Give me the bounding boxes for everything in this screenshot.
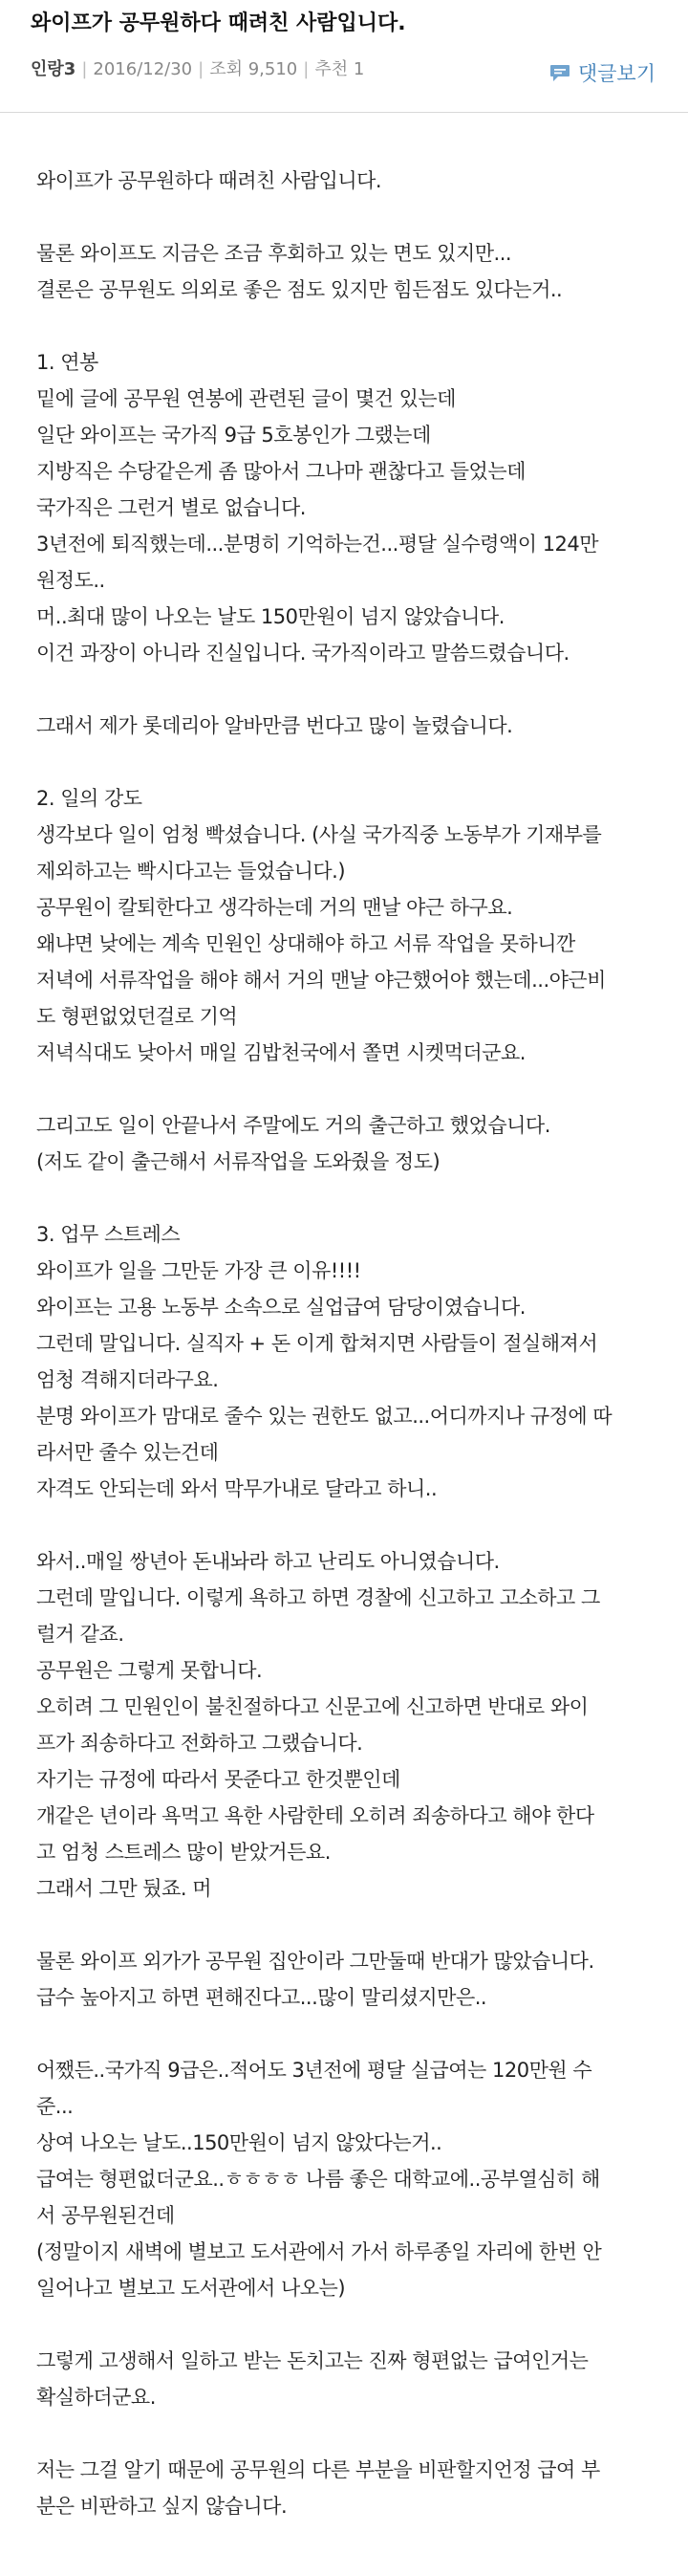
body-text-line: 3년전에 퇴직했는데...분명히 기억하는건...평달 실수령액이 124만 — [36, 533, 599, 556]
body-text-line: 확실하더군요. — [36, 2386, 156, 2409]
body-text-line: 그런데 말입니다. 이렇게 욕하고 하면 경찰에 신고하고 고소하고 그 — [36, 1586, 600, 1609]
body-text-line: 와이프는 고용 노동부 소속으로 실업급여 담당이였습니다. — [36, 1296, 526, 1319]
body-text-line: 원정도.. — [36, 569, 105, 592]
body-text-line: 결론은 공무원도 의외로 좋은 점도 있지만 힘든점도 있다는거.. — [36, 278, 563, 301]
body-text-line: 오히려 그 민원인이 불친절하다고 신문고에 신고하면 반대로 와이 — [36, 1695, 589, 1718]
body-text-line: 그리고도 일이 안끝나서 주말에도 거의 출근하고 했었습니다. — [36, 1114, 550, 1137]
body-text-line: 1. 연봉 — [36, 351, 98, 374]
meta-separator: | — [81, 59, 88, 79]
speech-bubble-icon — [549, 64, 570, 83]
meta-separator: | — [198, 59, 204, 79]
body-text-line: 저는 그걸 알기 때문에 공무원의 다른 부분을 비판할지언정 급여 부 — [36, 2458, 600, 2481]
body-text-line: 도 형편없었던걸로 기억 — [36, 1005, 238, 1028]
body-text-line: 제외하고는 빡시다고는 들었습니다.) — [36, 860, 346, 883]
body-text-line: 서 공무원된건데 — [36, 2204, 175, 2227]
body-text-line: 국가직은 그런거 별로 없습니다. — [36, 496, 306, 519]
post-title: 와이프가 공무원하다 때려친 사람입니다. — [31, 11, 406, 35]
blank-line — [36, 2415, 657, 2452]
body-text-line: 와이프가 일을 그만둔 가장 큰 이유!!!! — [36, 1259, 361, 1282]
blank-line — [36, 671, 657, 708]
blank-line — [36, 2016, 657, 2052]
body-text-line: 와이프가 공무원하다 때려친 사람입니다. — [36, 169, 382, 192]
body-text-line: 라서만 줄수 있는건데 — [36, 1441, 219, 1464]
body-text-line: 럴거 같죠. — [36, 1623, 124, 1646]
body-text-line: 분은 비판하고 싶지 않습니다. — [36, 2495, 288, 2518]
body-text-line: 왜냐면 낮에는 계속 민원인 상대해야 하고 서류 작업을 못하니깐 — [36, 932, 575, 955]
blank-line — [36, 2306, 657, 2343]
blank-line — [36, 308, 657, 344]
blank-line — [36, 199, 657, 235]
body-text-line: 개같은 년이라 욕먹고 욕한 사람한테 오히려 죄송하다고 해야 한다 — [36, 1804, 594, 1827]
view-comments-label: 댓글보기 — [577, 62, 656, 85]
body-text-line: (정말이지 새벽에 별보고 도서관에서 가서 하루종일 자리에 한번 안 — [36, 2240, 602, 2263]
author-name[interactable]: 인랑3 — [31, 59, 76, 79]
blank-line — [36, 744, 657, 780]
body-text-line: 그렇게 고생해서 일하고 받는 돈치고는 진짜 형편없는 급여인거는 — [36, 2349, 589, 2372]
body-text-line: 저녁식대도 낮아서 매일 김밥천국에서 쫄면 시켓먹더군요. — [36, 1041, 526, 1064]
blank-line — [36, 1507, 657, 1543]
body-text-line: 상여 나오는 날도..150만원이 넘지 않았다는거.. — [36, 2131, 442, 2154]
body-text-line: 엄청 격해지더라구요. — [36, 1368, 219, 1391]
body-text-line: 이건 과장이 아니라 진실입니다. 국가직이라고 말씀드렸습니다. — [36, 642, 570, 665]
body-text-line: 어쨌든..국가직 9급은..적어도 3년전에 평달 실급여는 120만원 수 — [36, 2059, 592, 2082]
body-text-line: 일어나고 별보고 도서관에서 나오는) — [36, 2277, 346, 2300]
body-text-line: 분명 와이프가 맘대로 줄수 있는 권한도 없고...어디까지나 규정에 따 — [36, 1405, 613, 1428]
body-text-line: 그래서 그만 뒀죠. 머 — [36, 1877, 211, 1900]
body-text-line: 급여는 형편없더군요..ㅎㅎㅎㅎ 나름 좋은 대학교에..공부열심히 해 — [36, 2168, 600, 2191]
blank-line — [36, 1907, 657, 1943]
blank-line — [36, 1180, 657, 1216]
view-comments-button[interactable] — [549, 61, 656, 86]
post-meta — [31, 57, 364, 82]
view-count: 조회 9,510 — [209, 59, 298, 79]
body-text-line: 저녁에 서류작업을 해야 해서 거의 맨날 야근했어야 했는데...야근비 — [36, 969, 606, 992]
meta-separator: | — [303, 59, 310, 79]
body-text-line: 일단 와이프는 국가직 9급 5호봉인가 그랬는데 — [36, 424, 431, 447]
body-text-line: 물론 와이프도 지금은 조금 후회하고 있는 면도 있지만... — [36, 242, 512, 265]
body-text-line: 그래서 제가 롯데리아 알바만큼 번다고 많이 놀렸습니다. — [36, 714, 513, 737]
body-text-line: (저도 같이 출근해서 서류작업을 도와줬을 정도) — [36, 1150, 441, 1173]
body-text-line: 밑에 글에 공무원 연봉에 관련된 글이 몇건 있는데 — [36, 387, 456, 410]
body-text-line: 2. 일의 강도 — [36, 787, 142, 810]
body-text-line: 지방직은 수당같은게 좀 많아서 그나마 괜찮다고 들었는데 — [36, 460, 526, 483]
body-text-line: 물론 와이프 외가가 공무원 집안이라 그만둘때 반대가 많았습니다. — [36, 1950, 594, 1973]
body-text-line: 3. 업무 스트레스 — [36, 1223, 181, 1246]
post-date: 2016/12/30 — [93, 59, 193, 79]
body-text-line: 공무원은 그렇게 못합니다. — [36, 1659, 263, 1682]
body-text-line: 생각보다 일이 엄청 빡셨습니다. (사실 국가직중 노동부가 기재부를 — [36, 823, 602, 846]
recommend-count: 추천 1 — [314, 59, 365, 79]
body-text-line: 자기는 규정에 따라서 못준다고 한것뿐인데 — [36, 1768, 400, 1791]
post-header — [0, 0, 688, 113]
body-text-line: 자격도 안되는데 와서 막무가내로 달라고 하니.. — [36, 1477, 438, 1500]
body-text-line: 머..최대 많이 나오는 날도 150만원이 넘지 않았습니다. — [36, 605, 505, 628]
body-text-line: 프가 죄송하다고 전화하고 그랬습니다. — [36, 1732, 363, 1755]
body-text-line: 그런데 말입니다. 실직자 + 돈 이게 합쳐지면 사람들이 절실해져서 — [36, 1332, 598, 1355]
body-text-line: 고 엄청 스트레스 많이 받았거든요. — [36, 1841, 331, 1864]
body-text-line: 급수 높아지고 하면 편해진다고...많이 말리셨지만은.. — [36, 1986, 487, 2009]
body-text-line: 공무원이 칼퇴한다고 생각하는데 거의 맨날 야근 하구요. — [36, 896, 513, 919]
post-body — [0, 113, 657, 2524]
body-text-line: 와서..매일 쌍년아 돈내놔라 하고 난리도 아니였습니다. — [36, 1550, 500, 1573]
body-text-line: 준... — [36, 2095, 74, 2118]
blank-line — [36, 1071, 657, 1107]
